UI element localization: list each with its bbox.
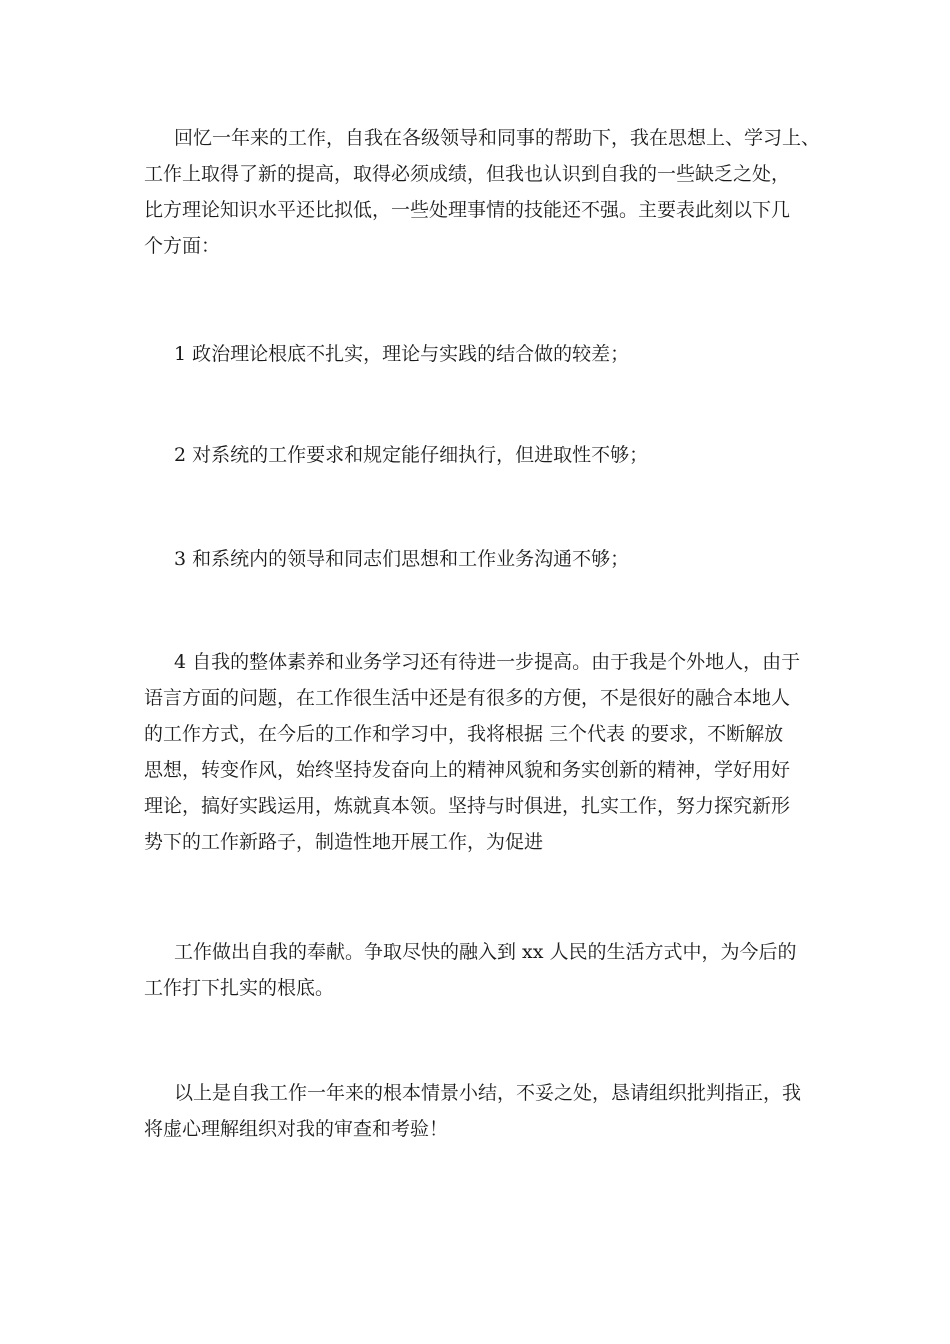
text-line: 工作打下扎实的根底。 [144, 977, 335, 999]
paragraph-item-4 [144, 644, 824, 860]
text-line: 2 对系统的工作要求和规定能仔细执行，但进取性不够； [174, 444, 649, 466]
text-line: 个方面： [144, 235, 221, 257]
paragraph-item-1 [144, 336, 824, 372]
text-line: 语言方面的问题，在工作很生活中还是有很多的方便，不是很好的融合本地人 [144, 687, 791, 709]
paragraph-item-3 [144, 541, 824, 577]
paragraph-intro [144, 120, 824, 264]
paragraph-closing [144, 1075, 824, 1147]
text-line: 理论，搞好实践运用，炼就真本领。坚持与时俱进，扎实工作，努力探究新形 [144, 795, 791, 817]
text-line: 以上是自我工作一年来的根本情景小结，不妥之处，恳请组织批判指正，我 [174, 1082, 802, 1104]
paragraph-item-2 [144, 437, 824, 473]
text-line: 1 政治理论根底不扎实，理论与实践的结合做的较差； [174, 343, 630, 365]
text-line: 的工作方式，在今后的工作和学习中，我将根据 三个代表 的要求，不断解放 [144, 723, 784, 745]
text-line: 3 和系统内的领导和同志们思想和工作业务沟通不够； [174, 548, 630, 570]
text-line: 工作做出自我的奉献。争取尽快的融入到 xx 人民的生活方式中，为今后的 [174, 941, 797, 963]
text-line: 势下的工作新路子，制造性地开展工作，为促进 [144, 831, 544, 853]
text-line: 比方理论知识水平还比拟低，一些处理事情的技能还不强。主要表此刻以下几 [144, 199, 791, 221]
text-line: 工作上取得了新的提高，取得必须成绩，但我也认识到自我的一些缺乏之处， [144, 163, 791, 185]
paragraph-contribution [144, 934, 824, 1006]
text-line: 思想，转变作风，始终坚持发奋向上的精神风貌和务实创新的精神，学好用好 [144, 759, 791, 781]
text-line: 将虚心理解组织对我的审查和考验！ [144, 1118, 449, 1140]
text-line: 回忆一年来的工作，自我在各级领导和同事的帮助下，我在思想上、学习上、 [174, 127, 821, 149]
text-line: 4 自我的整体素养和业务学习还有待进一步提高。由于我是个外地人，由于 [174, 651, 801, 673]
